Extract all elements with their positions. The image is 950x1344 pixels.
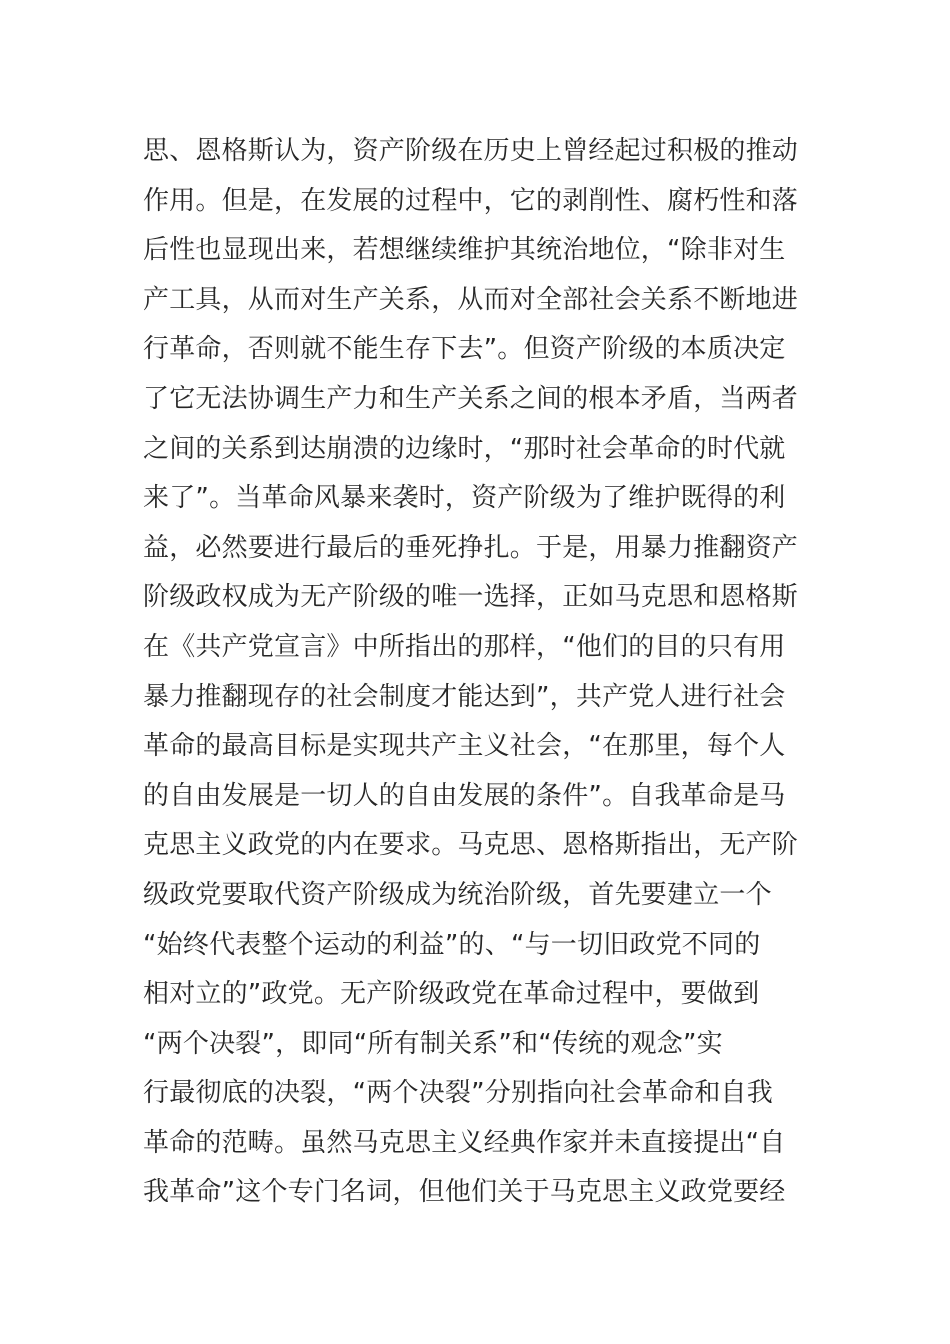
text-line: “两个决裂”，即同“所有制关系”和“传统的观念”实 — [143, 1028, 723, 1059]
text-line: 了它无法协调生产力和生产关系之间的根本矛盾，当两者 — [143, 383, 799, 414]
text-line: 暴力推翻现存的社会制度才能达到”，共产党人进行社会 — [143, 681, 786, 712]
text-line: 阶级政权成为无产阶级的唯一选择，正如马克思和恩格斯 — [143, 582, 799, 613]
text-line: 作用。但是，在发展的过程中，它的剥削性、腐朽性和落 — [143, 185, 799, 216]
text-line: 革命的最高目标是实现共产主义社会，“在那里，每个人 — [143, 731, 786, 762]
text-line: “始终代表整个运动的利益”的、“与一切旧政党不同的 — [143, 929, 761, 960]
text-line: 产工具，从而对生产关系，从而对全部社会关系不断地进 — [143, 284, 799, 315]
text-line: 我革命”这个专门名词，但他们关于马克思主义政党要经 — [143, 1177, 786, 1208]
text-line: 的自由发展是一切人的自由发展的条件”。自我革命是马 — [143, 780, 786, 811]
body-text — [143, 127, 813, 1218]
text-line: 革命的范畴。虽然马克思主义经典作家并未直接提出“自 — [143, 1127, 786, 1158]
text-line: 级政党要取代资产阶级成为统治阶级，首先要建立一个 — [143, 879, 772, 910]
text-line: 相对立的”政党。无产阶级政党在革命过程中，要做到 — [143, 979, 760, 1010]
text-line: 思、恩格斯认为，资产阶级在历史上曾经起过积极的推动 — [143, 136, 799, 166]
text-line: 行最彻底的决裂，“两个决裂”分别指向社会革命和自我 — [143, 1078, 773, 1109]
text-line: 来了”。当革命风暴来袭时，资产阶级为了维护既得的利 — [143, 483, 786, 514]
text-line: 之间的关系到达崩溃的边缘时，“那时社会革命的时代就 — [143, 433, 786, 464]
text-line: 克思主义政党的内在要求。马克思、恩格斯指出，无产阶 — [143, 830, 799, 861]
text-line: 益，必然要进行最后的垂死挣扎。于是，用暴力推翻资产 — [143, 532, 799, 563]
text-line: 在《共产党宣言》中所指出的那样，“他们的目的只有用 — [143, 631, 786, 662]
text-line: 行革命，否则就不能生存下去”。但资产阶级的本质决定 — [143, 334, 786, 365]
text-line: 后性也显现出来，若想继续维护其统治地位，“除非对生 — [143, 235, 786, 266]
